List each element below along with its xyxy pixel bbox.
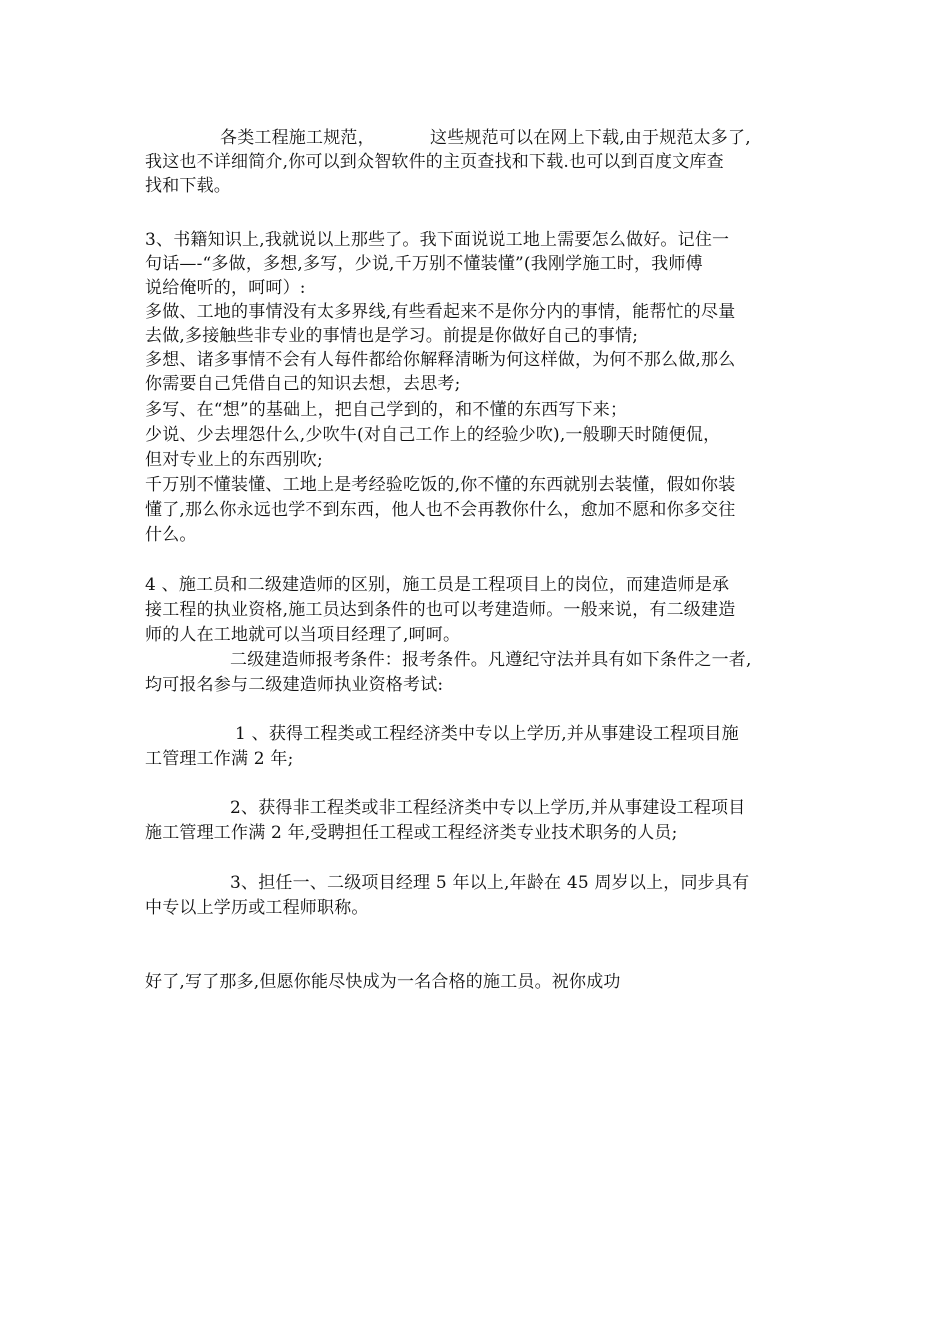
text-line: 找和下载。 [145,176,231,196]
text-line: 多写、在“想”的基础上，把自己学到的，和不懂的东西写下来； [145,400,628,420]
text-line: 但对专业上的东西别吹; [145,450,323,470]
text-line: 去做,多接触些非专业的事情也是学习。前提是你做好自己的事情; [145,326,639,346]
text-line: 千万别不懂装懂、工地上是考经验吃饭的,你不懂的东西就别去装懂，假如你装 [145,475,736,495]
text-line: 懂了,那么你永远也学不到东西，他人也不会再教你什么，愈加不愿和你多交往 [145,500,736,520]
text-line: 施工管理工作满 2 年,受聘担任工程或工程经济类专业技术职务的人员; [145,823,678,843]
text-line: 3、书籍知识上,我就说以上那些了。我下面说说工地上需要怎么做好。记住一 [145,230,730,250]
text-line: 少说、少去埋怨什么,少吹牛(对自己工作上的经验少吹),一般聊天时随便侃， [145,425,721,445]
text-line: 这些规范可以在网上下载,由于规范太多了, [430,128,751,148]
text-line: 好了,写了那多,但愿你能尽快成为一名合格的施工员。祝你成功 [145,972,621,992]
text-line: 各类工程施工规范， [220,128,375,148]
text-line: 二级建造师报考条件：报考条件。凡遵纪守法并具有如下条件之一者, [230,650,752,670]
text-line: 中专以上学历或工程师职称。 [145,898,369,918]
text-line: 接工程的执业资格,施工员达到条件的也可以考建造师。一般来说，有二级建造 [145,600,736,620]
text-line: 说给俺听的，呵呵）: [145,278,306,298]
text-line: 均可报名参与二级建造师执业资格考试: [145,675,444,695]
text-line: 句话—-“多做，多想,多写，少说,千万别不懂装懂”(我刚学施工时，我师傅 [145,254,703,274]
text-line: 4 、施工员和二级建造师的区别，施工员是工程项目上的岗位，而建造师是承 [145,575,730,595]
text-line: 2、获得非工程类或非工程经济类中专以上学历,并从事建设工程项目 [230,798,746,818]
text-line: 3、担任一、二级项目经理 5 年以上,年龄在 45 周岁以上，同步具有 [230,873,750,893]
text-line: 1 、获得工程类或工程经济类中专以上学历,并从事建设工程项目施 [235,724,739,744]
text-line: 师的人在工地就可以当项目经理了,呵呵。 [145,625,461,645]
text-line: 什么。 [145,525,197,545]
text-line: 工管理工作满 2 年; [145,749,294,769]
text-line: 多想、诸多事情不会有人每件都给你解释清晰为何这样做，为何不那么做,那么 [145,350,736,370]
text-line: 多做、工地的事情没有太多界线,有些看起来不是你分内的事情，能帮忙的尽量 [145,302,736,322]
text-line: 你需要自己凭借自己的知识去想，去思考; [145,374,461,394]
text-line: 我这也不详细简介,你可以到众智软件的主页查找和下载.也可以到百度文库查 [145,152,724,172]
